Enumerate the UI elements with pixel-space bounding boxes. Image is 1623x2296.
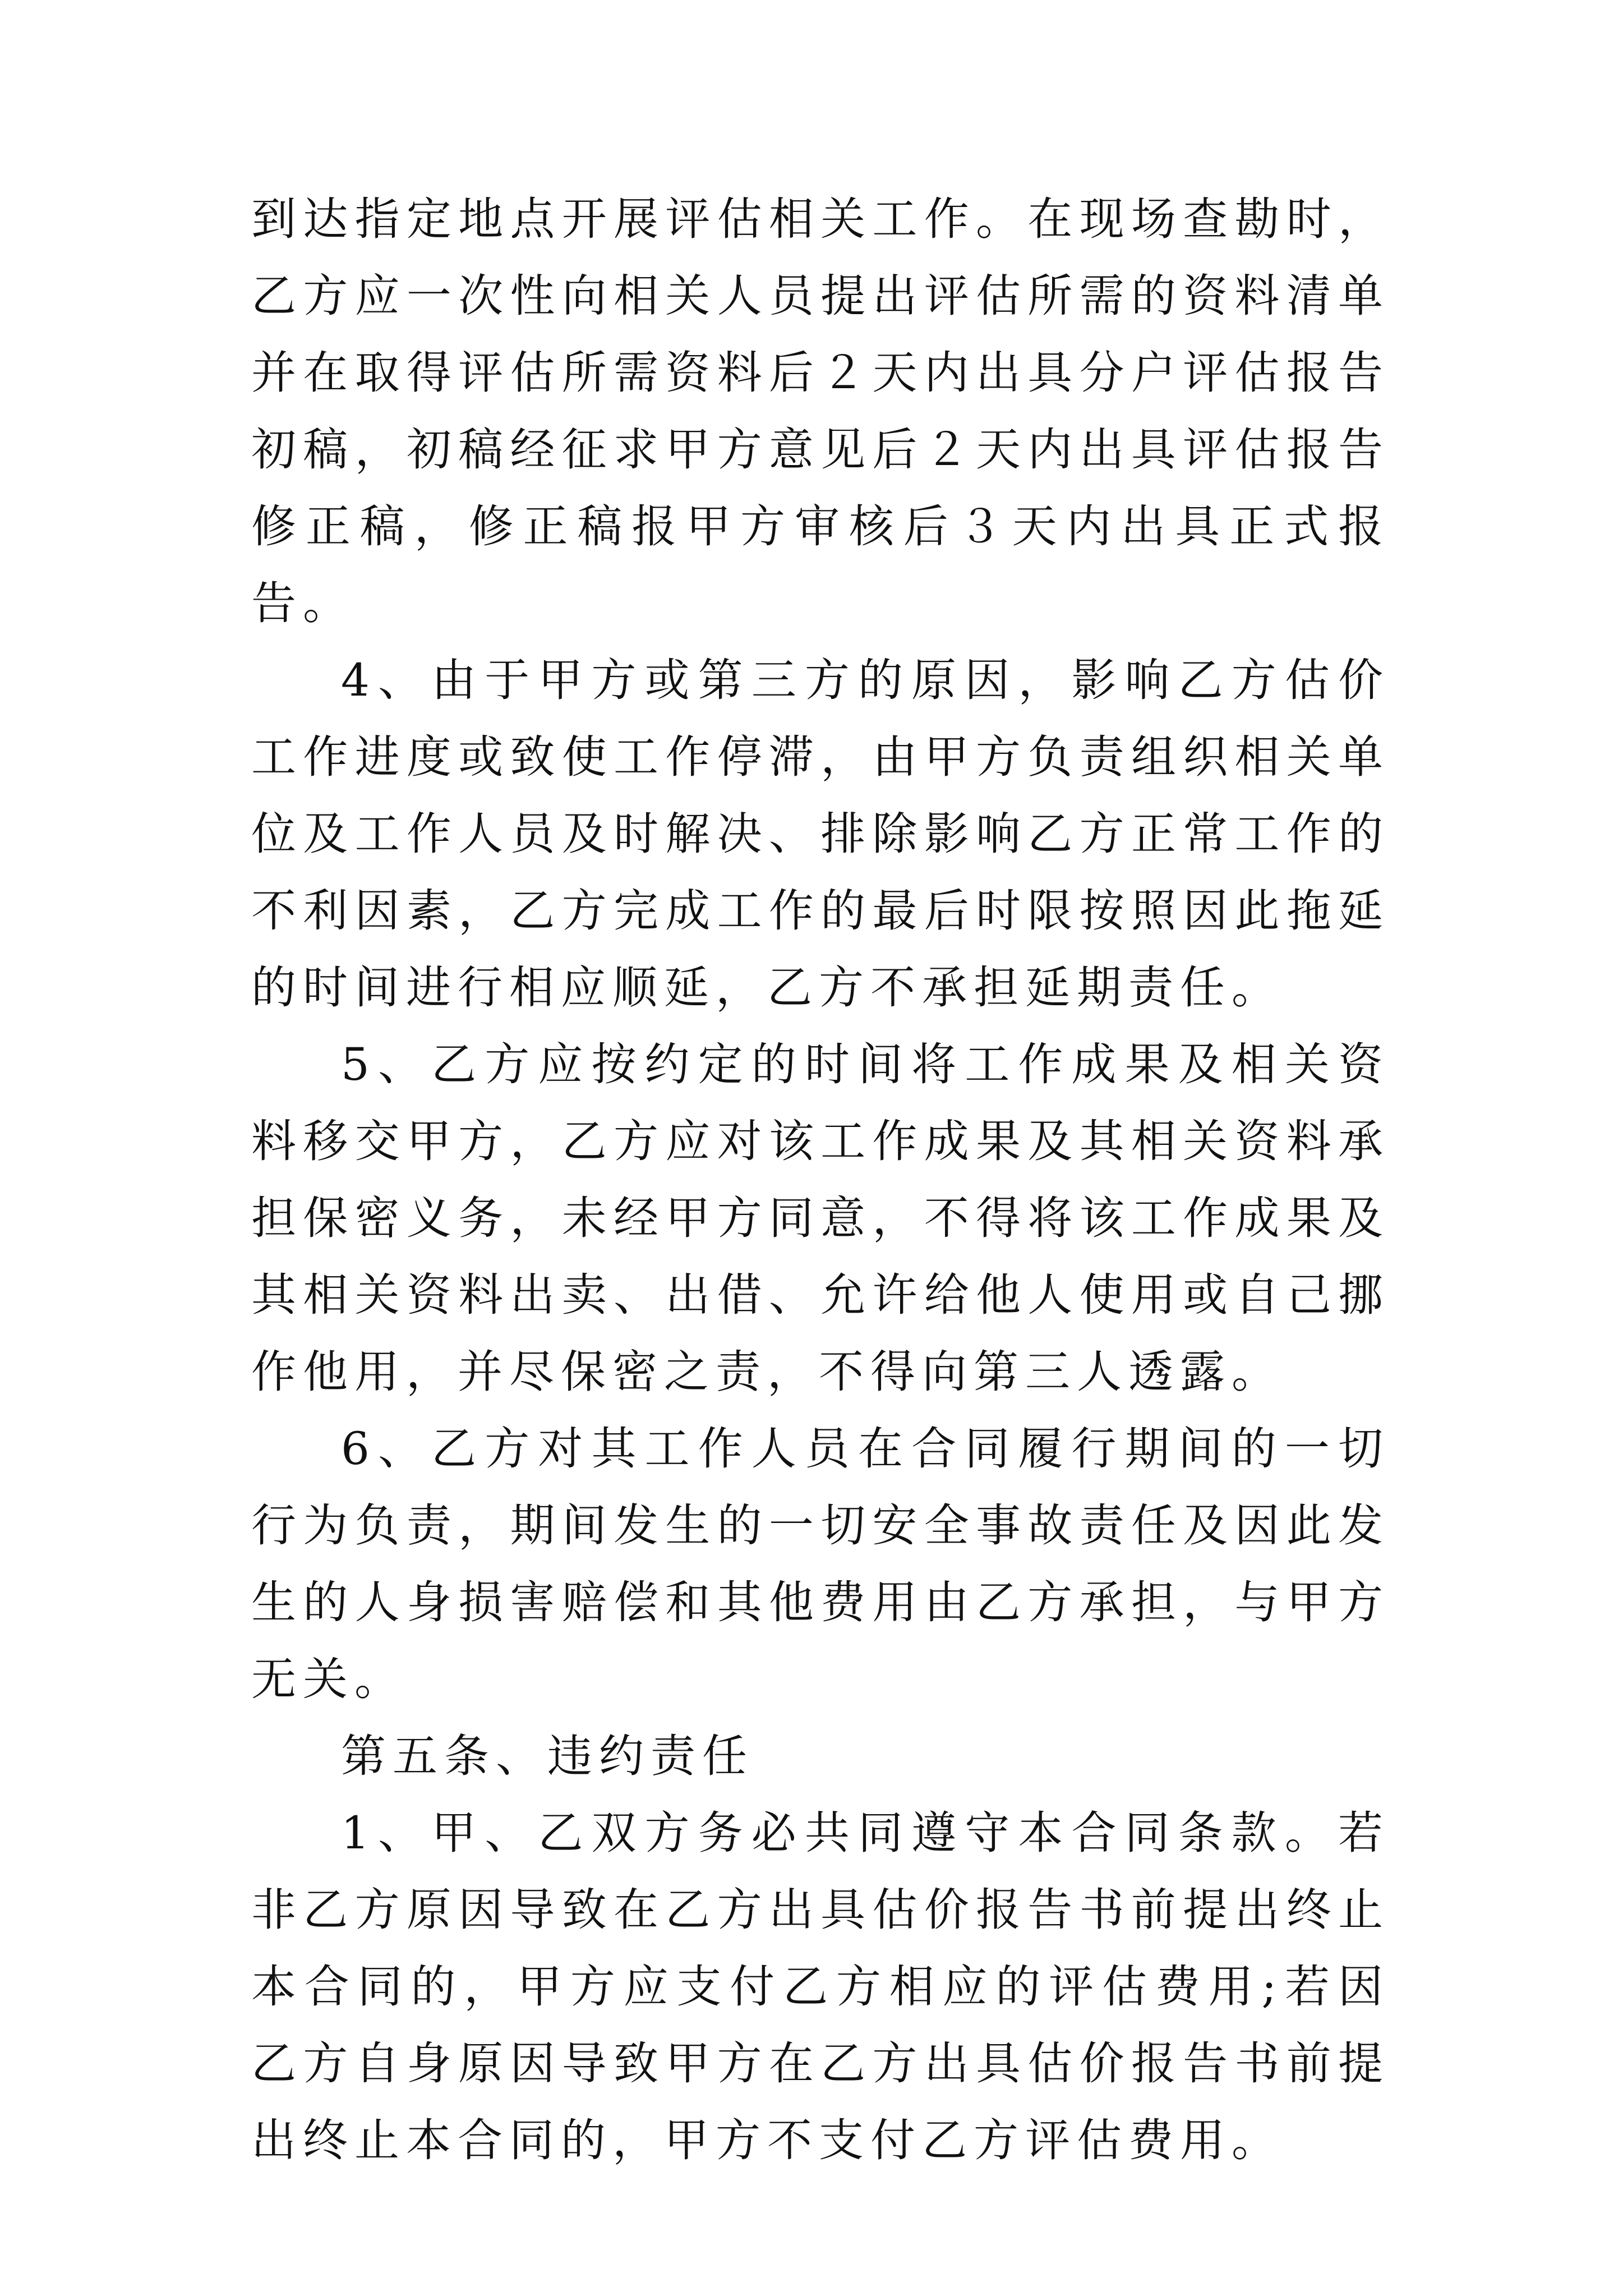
document-body <box>251 181 1390 2179</box>
paragraph-clause-5: 5、乙方应按约定的时间将工作成果及相关资料移交甲方，乙方应对该工作成果及其相关资料承担保密义务，未经甲方同意，不得将该工作成果及其相关资料出卖、出借、允许给他人使用或自己挪作他用，并尽保密之责，不得向第三人透露。 <box>251 1038 1390 1398</box>
paragraph-continuation: 到达指定地点开展评估相关工作。在现场查勘时，乙方应一次性向相关人员提出评估所需的资料清单并在取得评估所需资料后２天内出具分户评估报告初稿，初稿经征求甲方意见后２天内出具评估报告修正稿，修正稿报甲方审核后３天内出具正式报告。 <box>251 193 1390 629</box>
section-heading-article-5: 第五条、违约责任 <box>341 1730 754 1782</box>
paragraph-clause-6: 6、乙方对其工作人员在合同履行期间的一切行为负责，期间发生的一切安全事故责任及因此发生的人身损害赔偿和其他费用由乙方承担，与甲方无关。 <box>251 1423 1390 1705</box>
paragraph-clause-4: 4、由于甲方或第三方的原因，影响乙方估价工作进度或致使工作停滞，由甲方负责组织相关单位及工作人员及时解决、排除影响乙方正常工作的不利因素，乙方完成工作的最后时限按照因此拖延的时间进行相应顺延，乙方不承担延期责任。 <box>251 654 1390 1014</box>
paragraph-breach-clause-1: 1、甲、乙双方务必共同遵守本合同条款。若非乙方原因导致在乙方出具估价报告书前提出终止本合同的，甲方应支付乙方相应的评估费用;若因乙方自身原因导致甲方在乙方出具估价报告书前提出终止本合同的，甲方不支付乙方评估费用。 <box>251 1807 1390 2166</box>
